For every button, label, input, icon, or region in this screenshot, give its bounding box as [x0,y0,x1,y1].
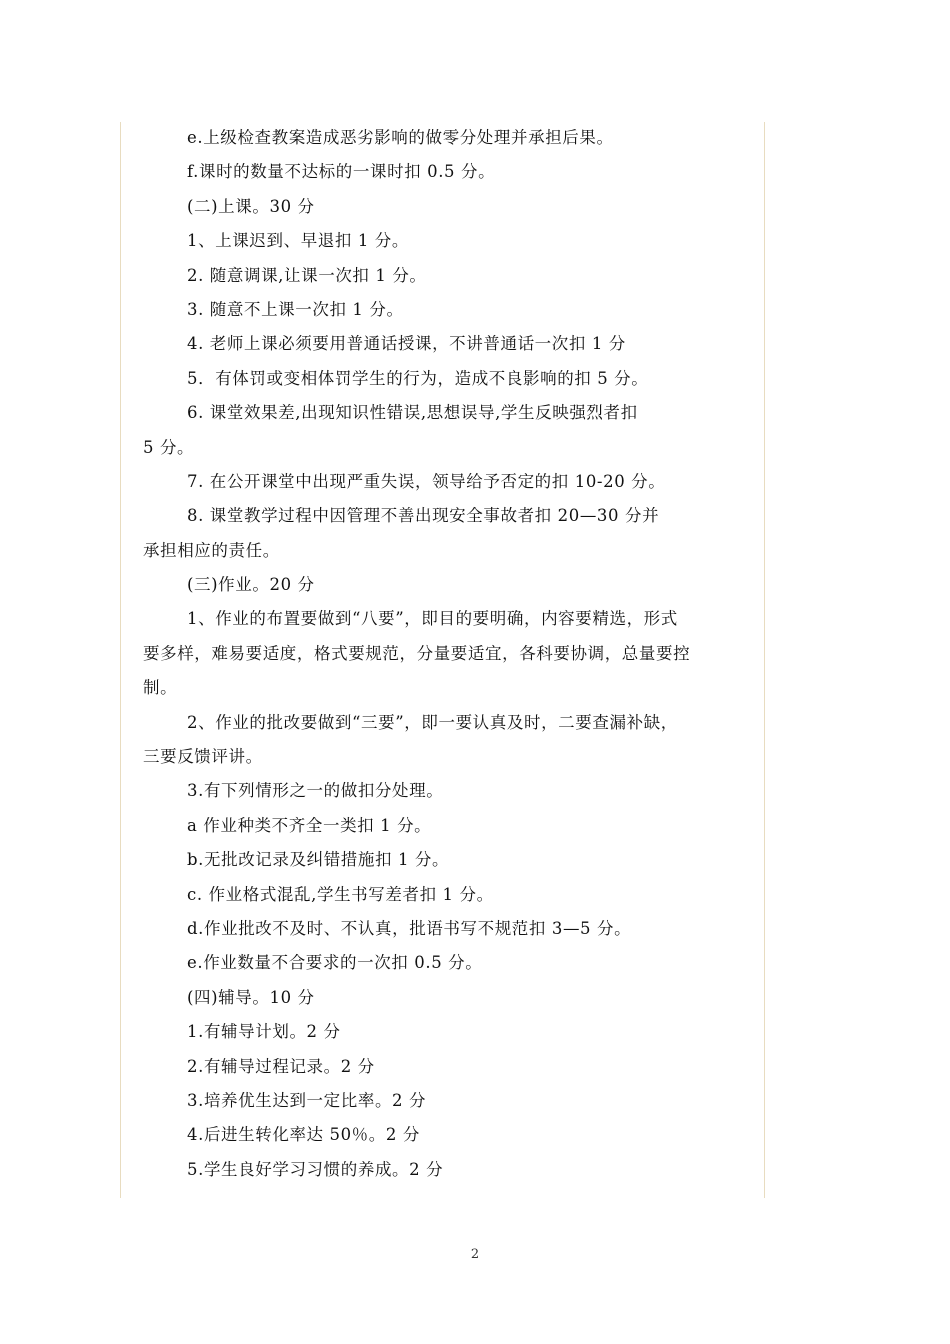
document-body [143,121,763,1187]
text-line: 制。 [143,678,178,698]
text-line: 4. 老师上课必须要用普通话授课，不讲普通话一次扣 1 分 [187,334,626,354]
text-line: 6. 课堂效果差,出现知识性错误,思想误导,学生反映强烈者扣 [187,403,638,423]
text-line: 5.学生良好学习习惯的养成。2 分 [187,1159,444,1179]
text-line: (三)作业。20 分 [187,575,315,595]
text-line: a 作业种类不齐全一类扣 1 分。 [187,815,432,835]
text-line: 3. 随意不上课一次扣 1 分。 [187,299,404,319]
text-line: (二)上课。30 分 [187,196,315,216]
text-line: b.无批改记录及纠错措施扣 1 分。 [187,850,450,870]
text-line: 三要反馈评讲。 [143,747,263,767]
right-margin-rule [764,122,765,1198]
text-line: 2.有辅导过程记录。2 分 [187,1056,375,1076]
text-line: 1、上课迟到、早退扣 1 分。 [187,231,409,251]
text-line: 5 分。 [143,437,195,457]
text-line: 3.培养优生达到一定比率。2 分 [187,1090,427,1110]
text-line: (四)辅导。10 分 [187,987,315,1007]
text-line: e.作业数量不合要求的一次扣 0.5 分。 [187,953,483,973]
text-line: e.上级检查教案造成恶劣影响的做零分处理并承担后果。 [187,128,614,147]
page-number: 2 [470,1247,480,1262]
text-line: d.作业批改不及时、不认真，批语书写不规范扣 3—5 分。 [187,918,632,938]
text-line: 承担相应的责任。 [143,540,280,560]
text-line: 2、作业的批改要做到“三要”，即一要认真及时，二要查漏补缺， [187,712,678,732]
text-line: c. 作业格式混乱,学生书写差者扣 1 分。 [187,884,494,904]
text-line: 3.有下列情形之一的做扣分处理。 [187,781,444,801]
text-line: 1、作业的布置要做到“八要”，即目的要明确，内容要精选，形式 [187,609,678,629]
text-line: 1.有辅导计划。2 分 [187,1022,341,1042]
text-line: 7. 在公开课堂中出现严重失误，领导给予否定的扣 10-20 分。 [187,471,666,491]
left-margin-rule [120,122,121,1198]
text-line: 4.后进生转化率达 50％。2 分 [187,1125,420,1145]
text-line: 要多样，难易要适度，格式要规范，分量要适宜，各科要协调，总量要控 [143,643,691,663]
text-line: 5．有体罚或变相体罚学生的行为，造成不良影响的扣 5 分。 [187,368,649,388]
text-line: 2. 随意调课,让课一次扣 1 分。 [187,265,427,285]
text-line: 8. 课堂教学过程中因管理不善出现安全事故者扣 20—30 分并 [187,506,660,526]
text-line: f.课时的数量不达标的一课时扣 0.5 分。 [187,162,496,182]
